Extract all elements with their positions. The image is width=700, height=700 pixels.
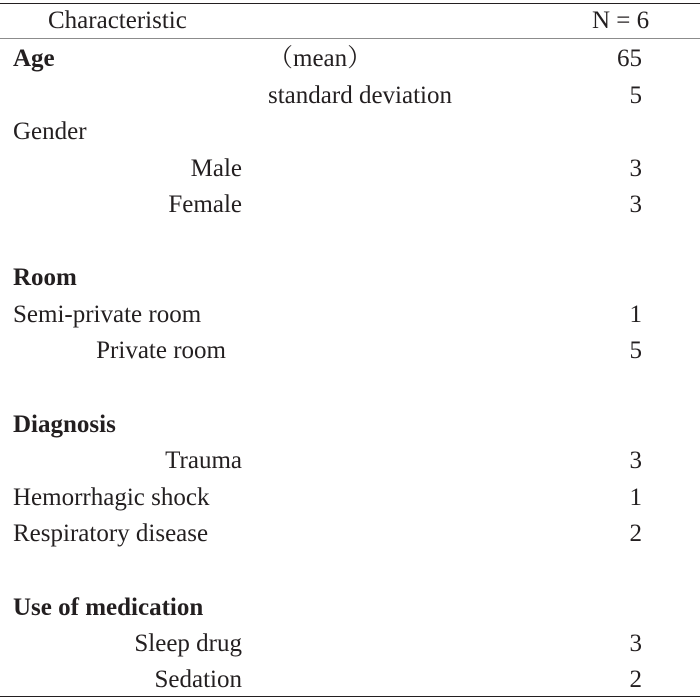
row-male-label: Male — [190, 155, 242, 182]
row-trauma-label: Trauma — [165, 447, 242, 474]
row-age-label: Age — [13, 45, 55, 72]
row-semi-private-value: 1 — [629, 301, 642, 328]
row-hemorrhagic-value: 1 — [629, 484, 642, 511]
row-sleep-drug-label: Sleep drug — [134, 630, 242, 657]
row-sedation-value: 2 — [629, 666, 642, 693]
row-private-value: 5 — [629, 337, 642, 364]
top-rule — [0, 3, 700, 4]
header-characteristic: Characteristic — [48, 7, 187, 34]
row-age-mean-value: 65 — [617, 45, 642, 72]
row-respiratory-label: Respiratory disease — [13, 520, 209, 547]
row-diagnosis-label: Diagnosis — [13, 411, 116, 438]
row-private-label: Private room — [96, 337, 226, 364]
header-rule — [0, 38, 700, 39]
row-hemorrhagic-label: Hemorrhagic shock — [13, 484, 210, 511]
row-age-sd-value: 5 — [629, 82, 642, 109]
row-female-value: 3 — [629, 191, 642, 218]
row-medication-label: Use of medication — [13, 594, 204, 621]
row-trauma-value: 3 — [629, 447, 642, 474]
row-age-sd-label: standard deviation — [268, 82, 452, 109]
row-sedation-label: Sedation — [154, 666, 242, 693]
row-gender-label: Gender — [13, 118, 87, 145]
row-female-label: Female — [168, 191, 242, 218]
row-sleep-drug-value: 3 — [629, 630, 642, 657]
row-age-mean-label: （mean） — [268, 45, 373, 72]
row-room-label: Room — [13, 264, 77, 291]
row-male-value: 3 — [629, 155, 642, 182]
bottom-rule — [0, 696, 700, 697]
row-semi-private-label: Semi-private room — [13, 301, 202, 328]
header-n: N = 6 — [592, 7, 650, 34]
row-respiratory-value: 2 — [629, 520, 642, 547]
